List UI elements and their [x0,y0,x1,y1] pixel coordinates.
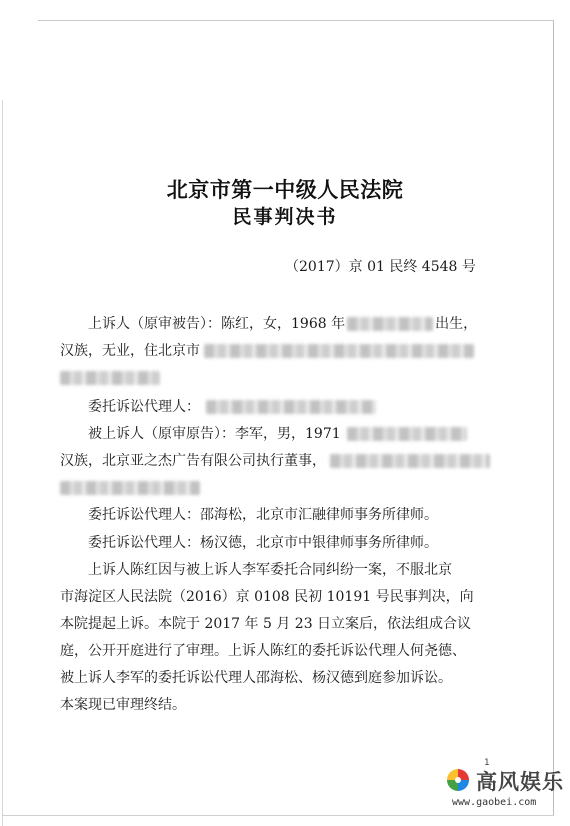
appellant-agent-line [88,397,376,417]
appellee-line-3 [60,478,200,498]
redacted-agent [206,400,376,414]
redacted-appellee-birth [347,427,467,441]
body-line-5: 被上诉人李军的委托诉讼代理人邵海松、杨汉德到庭参加诉讼。 [60,670,452,686]
body-line-3: 本院提起上诉。本院于 2017 年 5 月 23 日立案后，依法组成合议 [60,616,472,632]
body-line-4: 庭，公开开庭进行了审理。上诉人陈红的委托诉讼代理人何尧德、 [60,643,466,659]
watermark [444,764,564,814]
appellant-address-prefix: 汉族，无业，住北京市 [60,343,200,359]
appellant-agent-label: 委托诉讼代理人： [88,399,200,415]
body-line-6: 本案现已审理终结。 [60,697,186,713]
appellee-agent-1: 委托诉讼代理人：邵海松，北京市汇融律师事务所律师。 [88,507,438,523]
redacted-address-continued [60,371,160,385]
page-number: 1 [484,758,490,768]
watermark-url: www.gaobei.com [452,797,537,808]
appellee-info: 被上诉人（原审原告）：李军，男，1971 [88,426,341,442]
redacted-appellee-address-continued [60,481,200,495]
appellee-line-2 [60,451,490,471]
redacted-address [204,344,474,358]
paper-edge-right [553,20,554,816]
redacted-birthdate [347,317,433,331]
document-type: 民事判决书 [232,206,338,228]
watermark-name: 高风娱乐 [476,770,564,794]
appellant-birth-suffix: 出生， [435,316,478,332]
body-line-1: 上诉人陈红因与被上诉人李军委托合同纠纷一案，不服北京 [88,562,452,578]
appellee-line-1 [88,424,467,444]
paper-edge-top [38,20,554,21]
appellee-agent-2: 委托诉讼代理人：杨汉德，北京市中银律师事务所律师。 [88,535,438,551]
case-number: （2017）京 01 民终 4548 号 [285,259,476,275]
court-name: 北京市第一中级人民法院 [166,178,404,202]
appellee-occupation: 汉族，北京亚之杰广告有限公司执行董事， [60,453,326,469]
redacted-appellee-address [330,454,490,468]
paper-edge-bottom [2,815,554,816]
appellant-info: 上诉人（原审被告）：陈红，女，1968 年 [88,316,346,332]
gaobei-logo-icon [444,766,472,794]
appellant-line-3 [60,368,160,388]
body-line-2: 市海淀区人民法院（2016）京 0108 民初 10191 号民事判决，向 [60,589,474,605]
appellant-line-1 [88,314,477,334]
appellant-line-2 [60,341,474,361]
